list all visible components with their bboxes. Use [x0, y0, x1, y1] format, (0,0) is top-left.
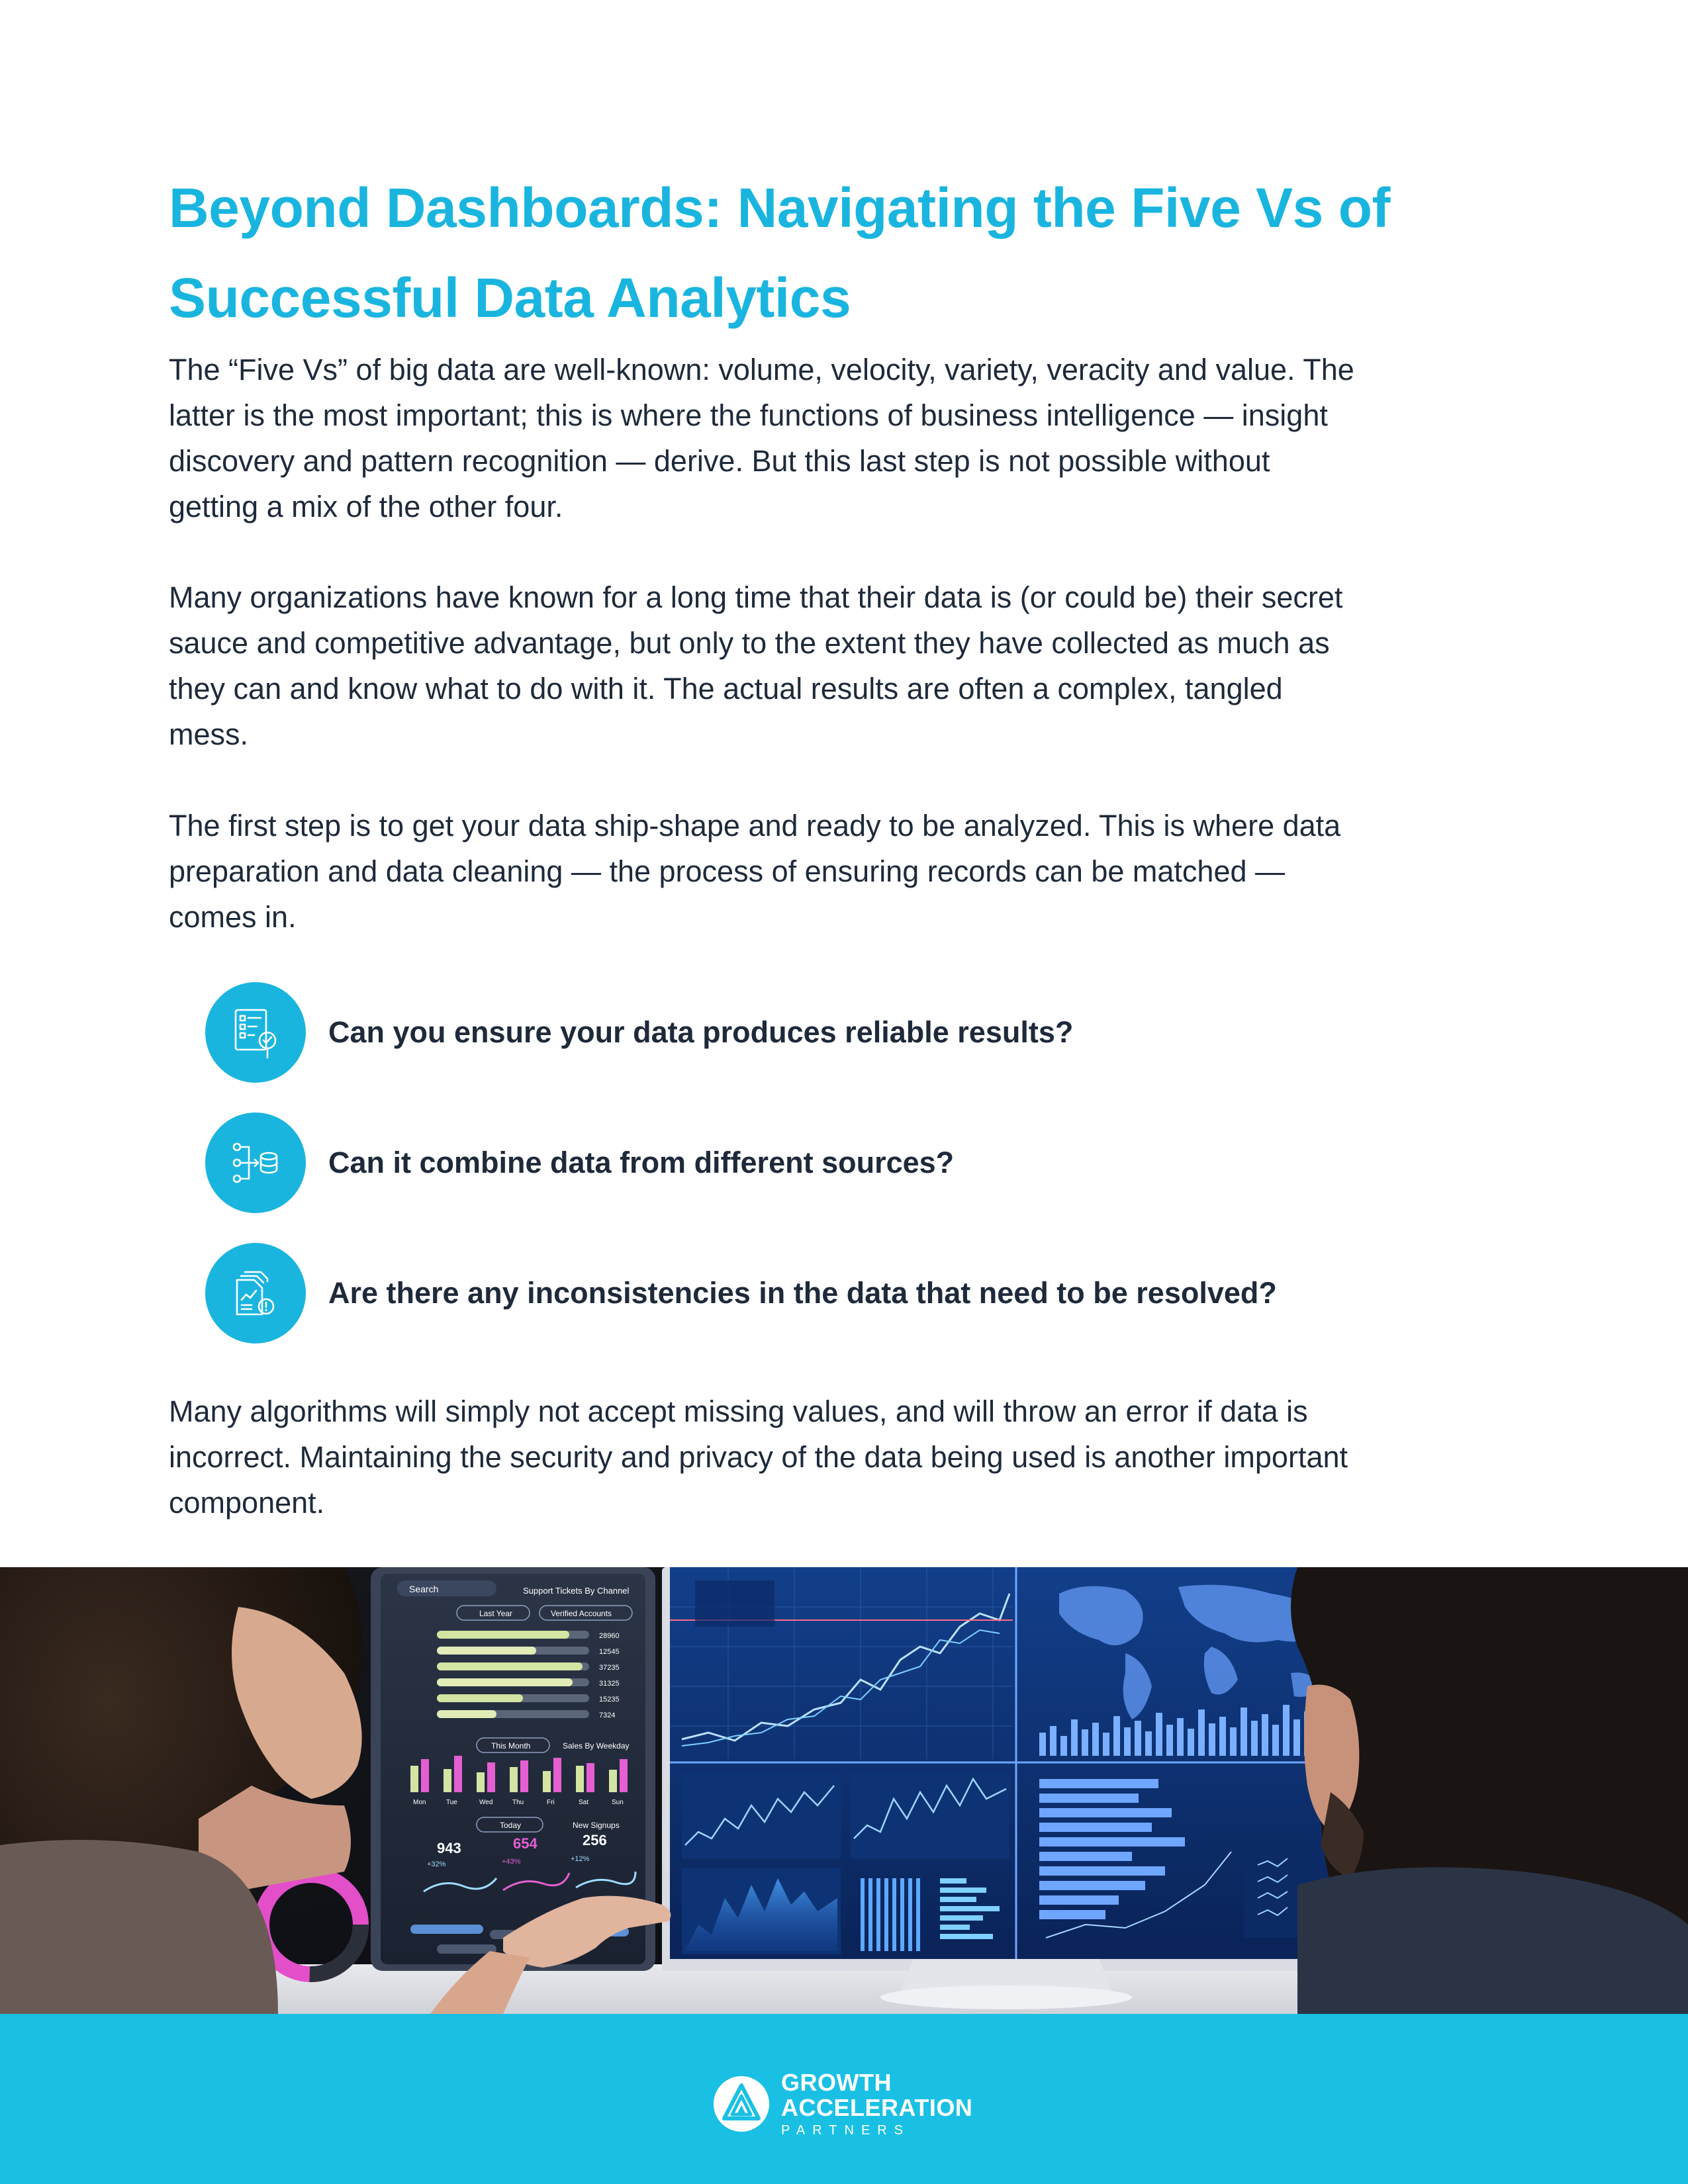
screen-stat-value: 256: [583, 1832, 607, 1848]
screen-sales-label: Sales By Weekday: [563, 1741, 630, 1751]
logo-line-3: PARTNERS: [781, 2123, 911, 2138]
screen-signups-label: New Signups: [573, 1821, 620, 1830]
paragraph-line: comes in.: [169, 900, 297, 934]
logo-wordmark: [781, 2071, 972, 2137]
question-text: Can you ensure your data produces reliable results?: [328, 1015, 1074, 1049]
screen-weekday: Thu: [512, 1799, 524, 1806]
page-title-line-2: Successful Data Analytics: [169, 267, 851, 329]
question-item: [205, 1113, 1463, 1213]
data-merge-database-icon: [205, 1113, 306, 1213]
screen-ticket-value: 12545: [599, 1648, 620, 1656]
paragraph-line: The “Five Vs” of big data are well-known: volume, velocity, variety, veracity and value. The: [169, 353, 1354, 387]
paragraph-line: preparation and data cleaning — the process of ensuring records can be matched —: [169, 854, 1286, 888]
screen-search-label: Search: [409, 1584, 439, 1594]
logo-line-2: ACCELERATION: [781, 2094, 973, 2121]
screen-weekday: Wed: [479, 1799, 493, 1806]
question-text: Are there any inconsistencies in the data that need to be resolved?: [328, 1276, 1277, 1310]
screen-weekday: Mon: [413, 1799, 426, 1806]
paragraph-line: mess.: [169, 717, 249, 751]
question-item: [205, 982, 1463, 1083]
logo-line-1: GROWTH: [781, 2069, 892, 2096]
paragraph-line: component.: [169, 1486, 325, 1520]
question-text: Can it combine data from different sources?: [328, 1146, 955, 1179]
screen-today-label: Today: [500, 1821, 522, 1830]
checklist-magnifier-icon: [205, 982, 306, 1083]
paragraph-line: The first step is to get your data ship-shape and ready to be analyzed. This is where data: [169, 809, 1341, 842]
screen-weekday: Fri: [547, 1799, 555, 1806]
screen-ticket-value: 7324: [599, 1711, 616, 1719]
screen-stat-change: +12%: [571, 1855, 590, 1863]
screen-tickets-label: Support Tickets By Channel: [523, 1586, 630, 1596]
paragraph-line: Many algorithms will simply not accept missing values, and will throw an error if data is: [169, 1394, 1308, 1428]
first-step-paragraph: [169, 803, 1532, 940]
screen-weekday: Tue: [446, 1799, 457, 1806]
screen-weekday: Sun: [612, 1799, 624, 1806]
page-title: [169, 163, 1519, 343]
screen-verified-label: Verified Accounts: [551, 1609, 612, 1618]
paragraph-line: Many organizations have known for a long time that their data is (or could be) their secret: [169, 580, 1343, 614]
algorithms-paragraph: [169, 1388, 1532, 1525]
logo-triangle-icon: [714, 2076, 769, 2132]
footer-bar: [0, 2014, 1688, 2184]
screen-ticket-value: 37235: [599, 1664, 620, 1672]
question-item: [205, 1243, 1463, 1343]
paragraph-line: they can and know what to do with it. The actual results are often a complex, tangled: [169, 672, 1283, 705]
paragraph-line: getting a mix of the other four.: [169, 490, 563, 523]
screen-stat-change: +43%: [502, 1858, 521, 1866]
screen-stat-value: 943: [437, 1840, 461, 1856]
screen-this-month-label: This Month: [491, 1741, 531, 1751]
paragraph-line: discovery and pattern recognition — derive. But this last step is not possible without: [169, 444, 1270, 478]
company-logo: [714, 2054, 972, 2154]
screen-stat-value: 654: [513, 1835, 538, 1852]
screen-stat-change: +32%: [427, 1860, 446, 1868]
screen-ticket-value: 15235: [599, 1696, 620, 1704]
paragraph-line: latter is the most important; this is where the functions of business intelligence — insight: [169, 398, 1328, 432]
screen-weekday: Sat: [579, 1799, 589, 1806]
paragraph-line: incorrect. Maintaining the security and privacy of the data being used is another important: [169, 1440, 1348, 1474]
screen-ticket-value: 28960: [599, 1632, 620, 1640]
screen-ticket-value: 31325: [599, 1680, 620, 1688]
documents-alert-icon: [205, 1243, 306, 1343]
paragraph-line: sauce and competitive advantage, but only to the extent they have collected as much as: [169, 626, 1330, 660]
page-title-line-1: Beyond Dashboards: Navigating the Five Vs of: [169, 177, 1390, 239]
organizations-paragraph: [169, 574, 1532, 757]
analytics-monitors-photo: [0, 1567, 1688, 2014]
intro-paragraph: [169, 347, 1532, 529]
screen-last-year-label: Last Year: [479, 1609, 513, 1618]
